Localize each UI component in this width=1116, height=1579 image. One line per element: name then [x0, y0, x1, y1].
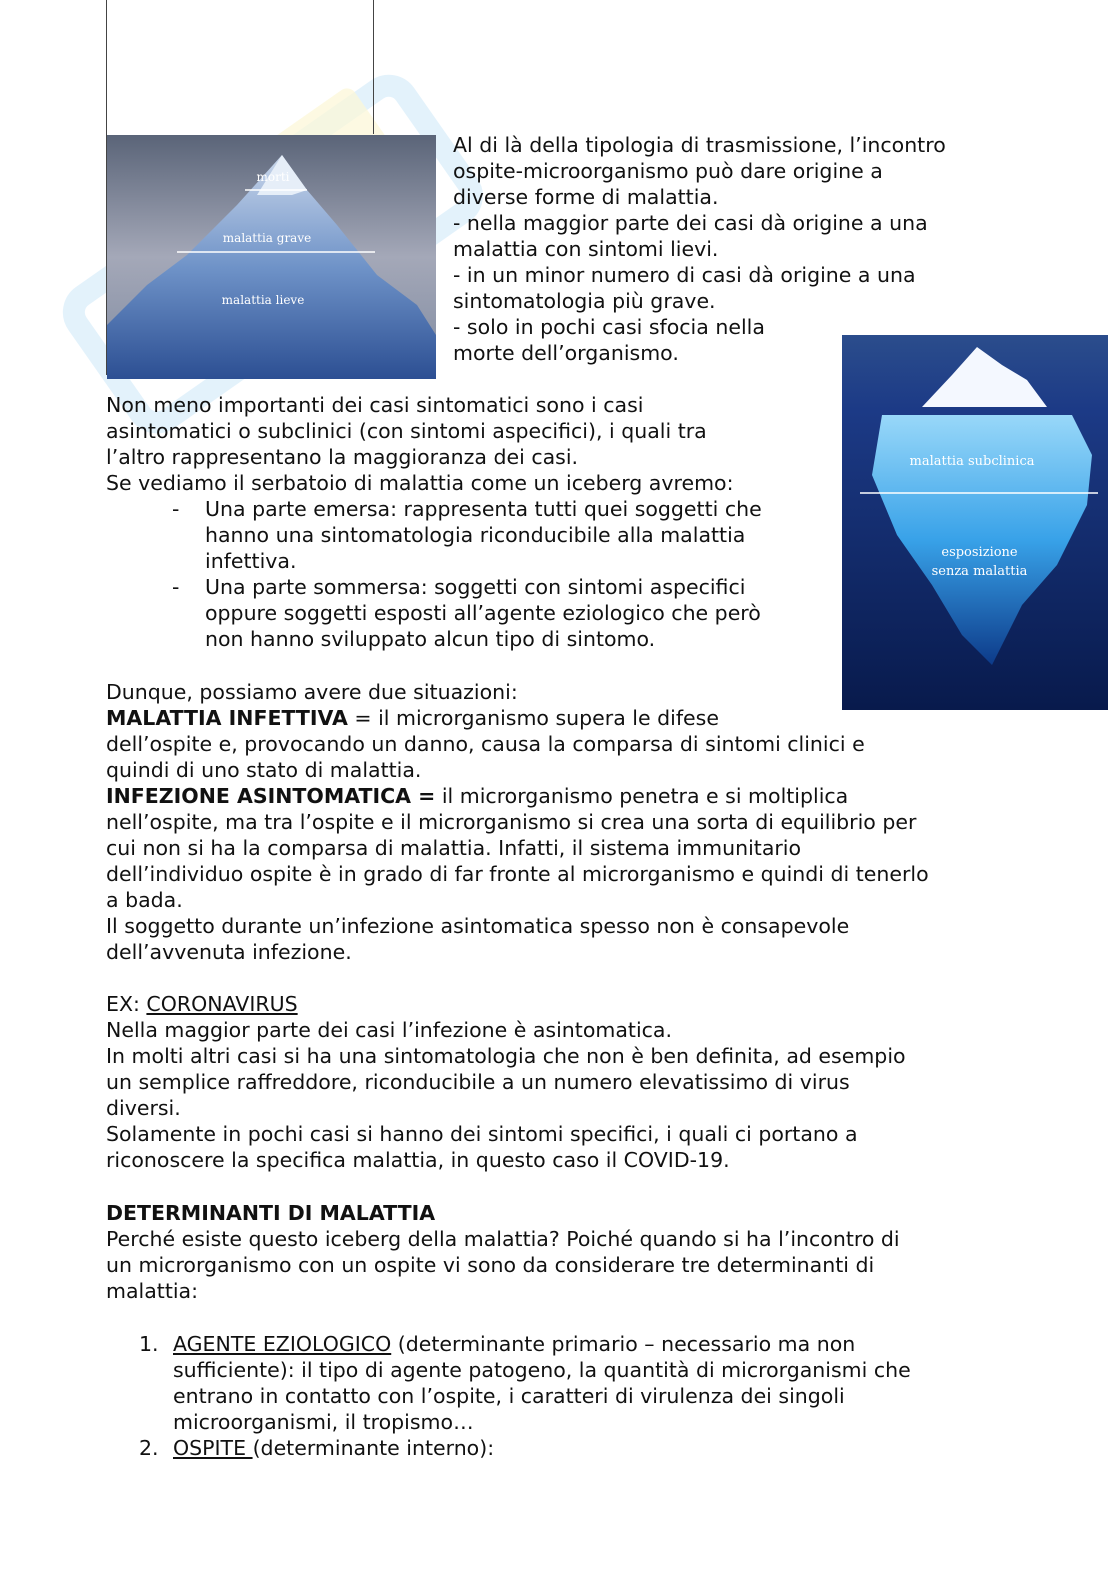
malattia-infettiva-line [106, 705, 719, 731]
bullet-marker: - [172, 497, 180, 521]
definition-line: dell’individuo ospite è in grado di far fronte al microrganismo e quindi di tenerlo [106, 862, 929, 886]
example-line: Solamente in pochi casi si hanno dei sintomi specifici, i quali ci portano a [106, 1122, 858, 1146]
bullet-line: Una parte sommersa: soggetti con sintomi aspecifici [205, 575, 746, 599]
intro-line: - solo in pochi casi sfocia nella [453, 315, 765, 339]
example-line: diversi. [106, 1096, 181, 1120]
definition-line: a bada. [106, 888, 183, 912]
label-senza-malattia: senza malattia [931, 564, 1028, 579]
label-esposizione: esposizione [941, 545, 1018, 560]
list-item-first-line [173, 1331, 911, 1357]
infezione-asintomatica-term: INFEZIONE ASINTOMATICA = [106, 784, 436, 808]
para-line: Se vediamo il serbatoio di malattia come un iceberg avremo: [106, 471, 734, 495]
example-line: In molti altri casi si ha una sintomatologia che non è ben definita, ad esempio [106, 1044, 906, 1068]
intro-line: morte dell’organismo. [453, 341, 679, 365]
bullet-line: non hanno sviluppato alcun tipo di sintomo. [205, 627, 656, 651]
intro-line: Al di là della tipologia di trasmissione, l’incontro [453, 133, 946, 157]
definition-line: quindi di uno stato di malattia. [106, 758, 422, 782]
bullet-line: hanno una sintomatologia riconducibile alla malattia [205, 523, 746, 547]
bullet-item [205, 496, 762, 574]
bullet-line: oppure soggetti esposti all’agente eziologico che però [205, 601, 761, 625]
intro-line: sintomatologia più grave. [453, 289, 716, 313]
definition-line: dell’ospite e, provocando un danno, causa la comparsa di sintomi clinici e [106, 732, 865, 756]
iceberg-image-severity [107, 135, 436, 379]
label-morti: morti [256, 170, 290, 184]
example-line: un semplice raffreddore, riconducibile a un numero elevatissimo di virus [106, 1070, 850, 1094]
list-item-first-line [173, 1435, 494, 1461]
bullet-item [205, 574, 761, 652]
bullet-marker: - [172, 575, 180, 599]
para-line: Non meno importanti dei casi sintomatici sono i casi [106, 393, 644, 417]
para-line: l’altro rappresentano la maggioranza dei casi. [106, 445, 579, 469]
list-item [173, 1435, 494, 1461]
determinanti-line: un microrganismo con un ospite vi sono da considerare tre determinanti di [106, 1253, 875, 1277]
list-item [173, 1331, 911, 1435]
intro-line: diverse forme di malattia. [453, 185, 719, 209]
soggetto-line: Il soggetto durante un’infezione asintomatica spesso non è consapevole [106, 914, 850, 938]
list-item-term: AGENTE EZIOLOGICO [173, 1332, 392, 1356]
situations-intro: Dunque, possiamo avere due situazioni: [106, 680, 518, 704]
list-item-line: sufficiente): il tipo di agente patogeno, la quantità di microrganismi che [173, 1358, 911, 1382]
frame-line-right [373, 0, 374, 134]
definition-text: il microrganismo penetra e si moltiplica [435, 784, 849, 808]
malattia-infettiva-term: MALATTIA INFETTIVA [106, 706, 348, 730]
bullet-line: infettiva. [205, 549, 297, 573]
bullet-line: Una parte emersa: rappresenta tutti quei soggetti che [205, 497, 762, 521]
label-malattia-grave: malattia grave [222, 231, 312, 245]
intro-line: malattia con sintomi lievi. [453, 237, 719, 261]
iceberg-image-subclinical [842, 335, 1108, 710]
infezione-asintomatica-line [106, 783, 848, 809]
intro-block [453, 132, 946, 366]
label-malattia-subclinica: malattia subclinica [909, 454, 1035, 469]
determinanti-line: malattia: [106, 1279, 199, 1303]
list-item-rest: (determinante interno): [252, 1436, 495, 1460]
definition-line: cui non si ha la comparsa di malattia. Infatti, il sistema immunitario [106, 836, 802, 860]
determinanti-line: Perché esiste questo iceberg della malattia? Poiché quando si ha l’incontro di [106, 1227, 900, 1251]
soggetto-line: dell’avvenuta infezione. [106, 940, 352, 964]
list-item-rest: (determinante primario – necessario ma non [391, 1332, 856, 1356]
list-item-term: OSPITE [173, 1436, 253, 1460]
example-prefix: EX: [106, 992, 147, 1016]
example-heading [106, 991, 298, 1017]
intro-line: - nella maggior parte dei casi dà origine a una [453, 211, 928, 235]
intro-line: - in un minor numero di casi dà origine a una [453, 263, 916, 287]
definition-text: = il microrganismo supera le difese [347, 706, 719, 730]
example-line: Nella maggior parte dei casi l’infezione è asintomatica. [106, 1018, 672, 1042]
example-name: CORONAVIRUS [146, 992, 298, 1016]
list-number: 1. [139, 1332, 159, 1356]
label-malattia-lieve: malattia lieve [221, 293, 305, 307]
list-number: 2. [139, 1436, 159, 1460]
para-line: asintomatici o subclinici (con sintomi aspecifici), i quali tra [106, 419, 707, 443]
section-heading-text: DETERMINANTI DI MALATTIA [106, 1201, 436, 1225]
section-heading [106, 1200, 435, 1226]
definition-line: nell’ospite, ma tra l’ospite e il microrganismo si crea una sorta di equilibrio per [106, 810, 917, 834]
list-item-line: microorganismi, il tropismo… [173, 1410, 474, 1434]
list-item-line: entrano in contatto con l’ospite, i caratteri di virulenza dei singoli [173, 1384, 845, 1408]
intro-line: ospite-microorganismo può dare origine a [453, 159, 883, 183]
example-line: riconoscere la specifica malattia, in questo caso il COVID-19. [106, 1148, 730, 1172]
